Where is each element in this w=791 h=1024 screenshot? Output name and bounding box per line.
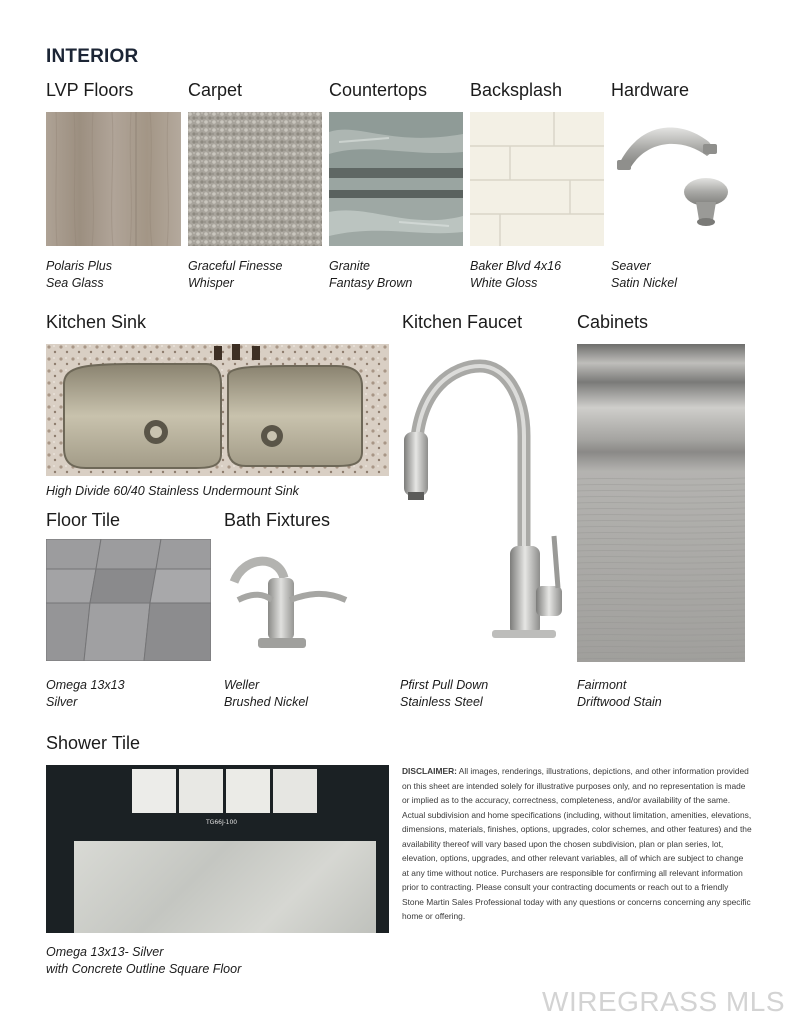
kitchen-faucet-heading: Kitchen Faucet xyxy=(402,312,523,332)
kitchen-faucet-image xyxy=(396,346,572,666)
carpet-heading: Carpet xyxy=(188,80,243,100)
floor-tile-swatch xyxy=(46,539,211,661)
tile-sample xyxy=(179,769,223,813)
tile-sample xyxy=(226,769,270,813)
lvp-caption: Polaris Plus Sea Glass xyxy=(46,259,112,290)
floor-tile-caption: Omega 13x13 Silver xyxy=(46,678,125,709)
hardware-pull-and-knob xyxy=(611,112,745,246)
backsplash-heading: Backsplash xyxy=(470,80,563,100)
section-title: INTERIOR xyxy=(46,46,139,67)
floor-tile-heading: Floor Tile xyxy=(46,510,121,530)
bath-fixtures-heading: Bath Fixtures xyxy=(224,510,331,530)
hardware-heading: Hardware xyxy=(611,80,690,100)
tile-sample xyxy=(273,769,317,813)
bath-faucet-image xyxy=(224,550,354,660)
shower-tile-caption: Omega 13x13- Silver with Concrete Outline Square Floor xyxy=(46,945,242,976)
shower-tile-heading: Shower Tile xyxy=(46,733,141,753)
kitchen-sink-heading: Kitchen Sink xyxy=(46,312,147,332)
countertops-heading: Countertops xyxy=(329,80,428,100)
shower-tile-swatch xyxy=(46,765,389,933)
granite-countertop-swatch xyxy=(329,112,463,246)
tile-sample-label: TG66J-100 xyxy=(206,819,238,826)
subway-tile-backsplash-swatch xyxy=(470,112,604,246)
tile-sample xyxy=(132,769,176,813)
cabinets-heading: Cabinets xyxy=(577,312,649,332)
cabinet-door-swatch xyxy=(577,344,745,662)
lvp-heading: LVP Floors xyxy=(46,80,134,100)
bath-fixtures-caption: Weller Brushed Nickel xyxy=(224,678,309,709)
large-tile-sample xyxy=(74,841,376,933)
backsplash-caption: Baker Blvd 4x16 White Gloss xyxy=(470,259,562,290)
kitchen-sink-image xyxy=(46,344,389,476)
disclaimer-text: DISCLAIMER: All images, renderings, illustrations, depictions, and other information provided on this sheet are intended solely for illustrative purposes only, and no representation is made or implied as to the accuracy, correctness, completeness, and/or availability of the same. Actual subdivision and home specifications (including, without limitation, amenities, elevations, dimensions, materials, finishes, options, upgrades, color schemes, and other features) and the availability thereof will vary based upon the chosen subdivision, plan or plan series, lot, elevation, options, upgrades, and other relevant variables, all of which are subject to change at any time without notice. Purchasers are responsible for confirming all relevant information prior to contracting. Please consult your contracting documents or reach out to a friendly Stone Martin Sales Professional today with any questions or concerns concerning any specific home or offering. xyxy=(402,766,752,921)
cabinets-caption: Fairmont Driftwood Stain xyxy=(577,678,662,709)
kitchen-faucet-caption: Pfirst Pull Down Stainless Steel xyxy=(400,678,489,709)
kitchen-sink-caption: High Divide 60/40 Stainless Undermount Sink xyxy=(46,484,299,498)
hardware-caption: Seaver Satin Nickel xyxy=(611,259,677,290)
carpet-swatch xyxy=(188,112,322,246)
lvp-floor-swatch xyxy=(46,112,181,246)
watermark: WIREGRASS MLS xyxy=(542,986,785,1017)
carpet-caption: Graceful Finesse Whisper xyxy=(188,259,283,290)
countertops-caption: Granite Fantasy Brown xyxy=(329,259,413,290)
